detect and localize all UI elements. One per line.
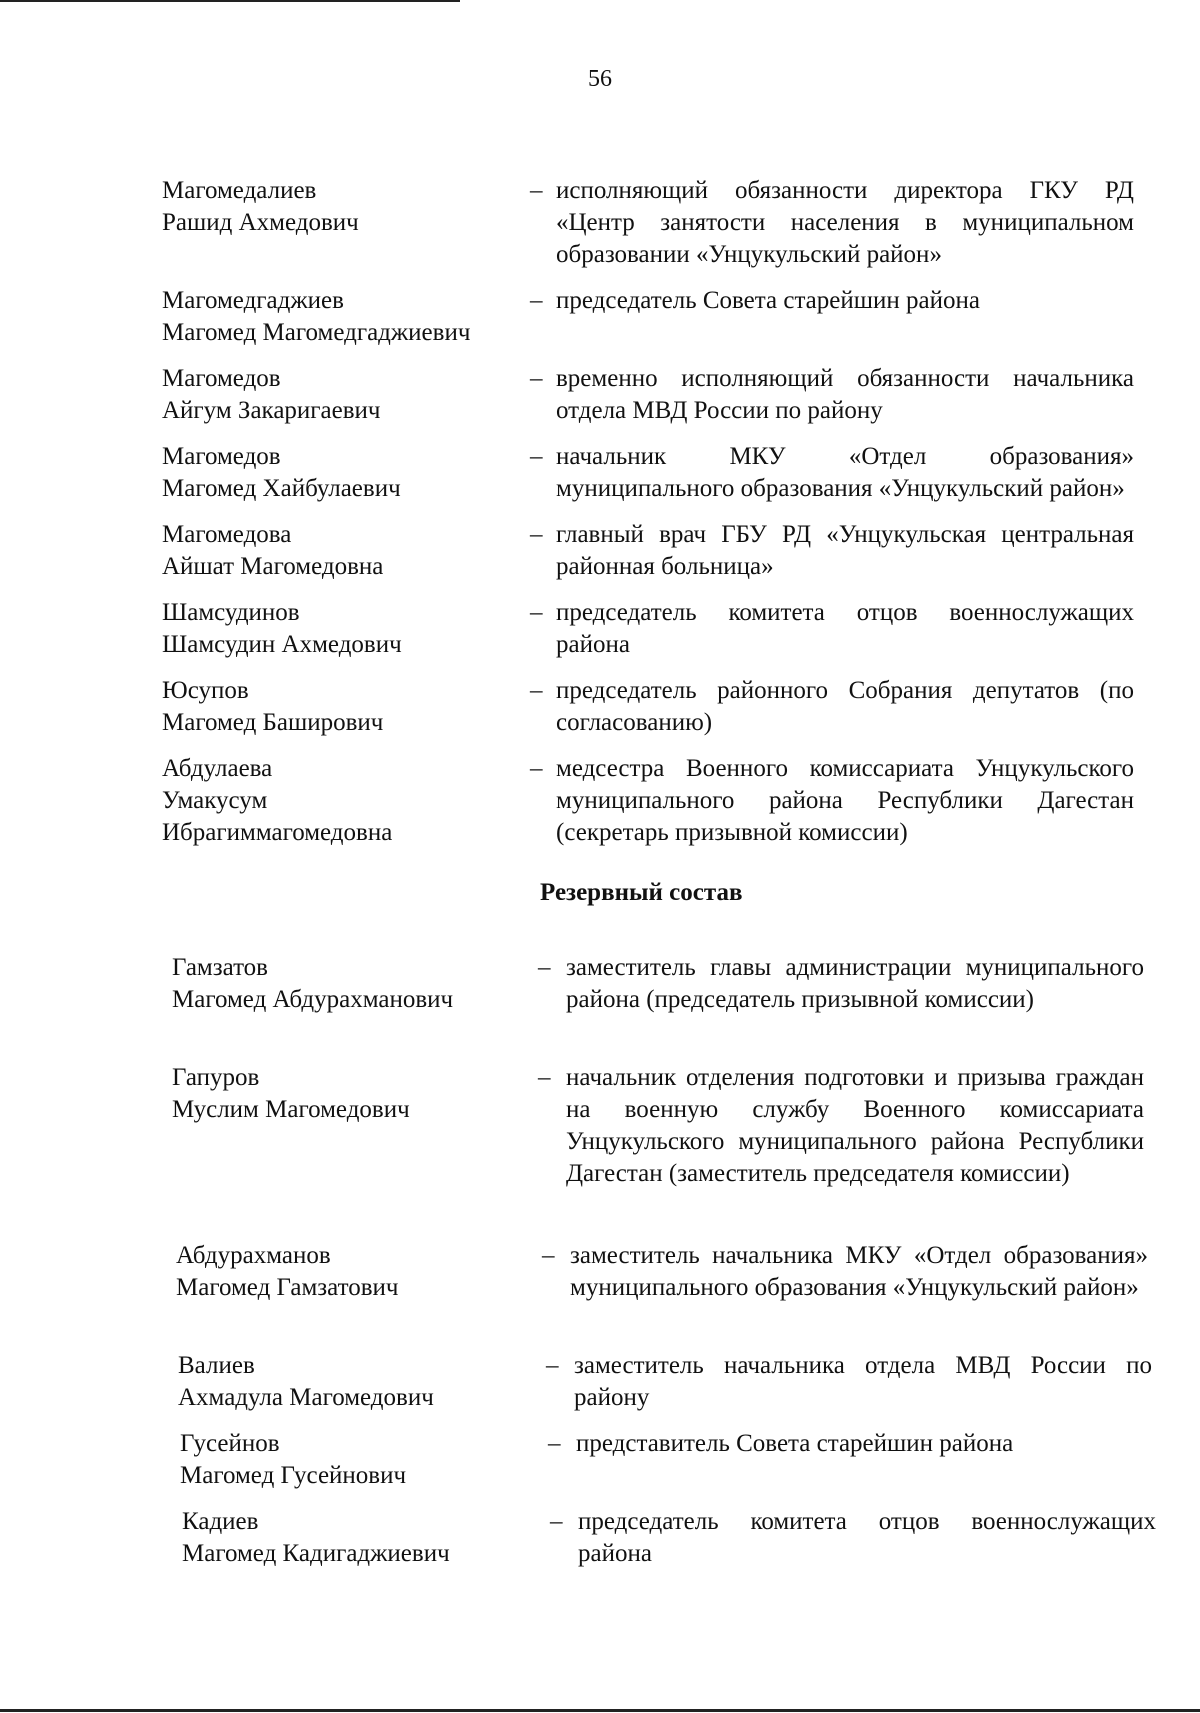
member-surname: Магомедгаджиев — [162, 287, 344, 314]
member-role: исполняющий обязанности директора ГКУ РД «Центр занятости населения в муниципальном образовании «Унцукульский район» — [556, 177, 1134, 268]
member-role: председатель Совета старейшин района — [556, 287, 980, 314]
member-given-name: Айшат Магомедовна — [162, 553, 384, 580]
dash-separator: – — [538, 1064, 551, 1091]
dash-separator: – — [548, 1430, 561, 1457]
member-role: начальник МКУ «Отдел образования» муниципального образования «Унцукульский район» — [556, 443, 1134, 502]
dash-separator: – — [530, 677, 543, 704]
dash-separator: – — [530, 599, 543, 626]
member-surname: Валиев — [178, 1352, 255, 1379]
member-name — [178, 1350, 538, 1414]
member-surname: Гапуров — [172, 1064, 260, 1091]
member-given-name: Муслим Магомедович — [172, 1096, 410, 1123]
member-name — [180, 1428, 540, 1492]
member-name — [162, 363, 522, 427]
member-name — [162, 675, 522, 739]
member-given-name: Рашид Ахмедович — [162, 209, 359, 236]
dash-separator: – — [538, 954, 551, 981]
dash-separator: – — [530, 521, 543, 548]
member-name — [162, 441, 522, 505]
member-surname: Магомедалиев — [162, 177, 317, 204]
member-surname: Гусейнов — [180, 1430, 280, 1457]
member-role: главный врач ГБУ РД «Унцукульская центральная районная больница» — [556, 521, 1134, 580]
member-given-name: Магомед Магомедгаджиевич — [162, 319, 471, 346]
member-role: председатель районного Собрания депутатов (по согласованию) — [556, 677, 1134, 736]
member-given-name: Умакусум — [162, 787, 268, 814]
member-given-name: Магомед Хайбулаевич — [162, 475, 401, 502]
dash-separator: – — [550, 1508, 563, 1535]
member-role: заместитель начальника отдела МВД России по району — [574, 1352, 1152, 1411]
member-name — [162, 285, 522, 349]
member-given-name: Айгум Закаригаевич — [162, 397, 381, 424]
member-patronymic: Ибрагиммагомедовна — [162, 819, 393, 846]
member-surname: Кадиев — [182, 1508, 259, 1535]
member-name — [176, 1240, 536, 1304]
member-surname: Шамсудинов — [162, 599, 300, 626]
member-role: председатель комитета отцов военнослужащих района — [578, 1508, 1156, 1567]
scan-bottom-edge — [0, 1709, 1200, 1712]
member-given-name: Магомед Кадигаджиевич — [182, 1540, 450, 1567]
dash-separator: – — [530, 287, 543, 314]
member-name — [172, 1062, 532, 1126]
member-role: представитель Совета старейшин района — [576, 1430, 1014, 1457]
member-name — [172, 952, 532, 1016]
page-number: 56 — [588, 66, 612, 92]
member-surname: Юсупов — [162, 677, 249, 704]
member-surname: Магомедов — [162, 443, 281, 470]
dash-separator: – — [530, 177, 543, 204]
member-name — [162, 519, 522, 583]
member-role: заместитель начальника МКУ «Отдел образования» муниципального образования «Унцукульский район» — [570, 1242, 1148, 1301]
member-surname: Абдулаева — [162, 755, 273, 782]
member-role: председатель комитета отцов военнослужащих района — [556, 599, 1134, 658]
member-given-name: Магомед Баширович — [162, 709, 384, 736]
member-role: заместитель главы администрации муниципального района (председатель призывной комиссии) — [566, 954, 1144, 1013]
member-surname: Магомедов — [162, 365, 281, 392]
member-name — [182, 1506, 542, 1570]
member-surname: Абдурахманов — [176, 1242, 331, 1269]
member-name — [162, 175, 522, 239]
member-role: временно исполняющий обязанности начальника отдела МВД России по району — [556, 365, 1134, 424]
member-given-name: Ахмадула Магомедович — [178, 1384, 434, 1411]
member-name — [162, 597, 522, 661]
member-given-name: Шамсудин Ахмедович — [162, 631, 402, 658]
dash-separator: – — [530, 755, 543, 782]
dash-separator: – — [542, 1242, 555, 1269]
member-surname: Гамзатов — [172, 954, 268, 981]
reserve-section-heading: Резервный состав — [540, 879, 743, 906]
member-role: медсестра Военного комиссариата Унцукульского муниципального района Республики Дагестан (секретарь призывной комиссии) — [556, 755, 1134, 846]
dash-separator: – — [530, 443, 543, 470]
member-given-name: Магомед Гусейнович — [180, 1462, 407, 1489]
member-surname: Магомедова — [162, 521, 292, 548]
member-role: начальник отделения подготовки и призыва граждан на военную службу Военного комиссариата Унцукульского муниципального района Республики Дагестан (заместитель председателя комиссии) — [566, 1064, 1144, 1187]
dash-separator: – — [546, 1352, 559, 1379]
dash-separator: – — [530, 365, 543, 392]
member-given-name: Магомед Абдурахманович — [172, 986, 454, 1013]
member-name — [162, 753, 522, 849]
member-given-name: Магомед Гамзатович — [176, 1274, 399, 1301]
